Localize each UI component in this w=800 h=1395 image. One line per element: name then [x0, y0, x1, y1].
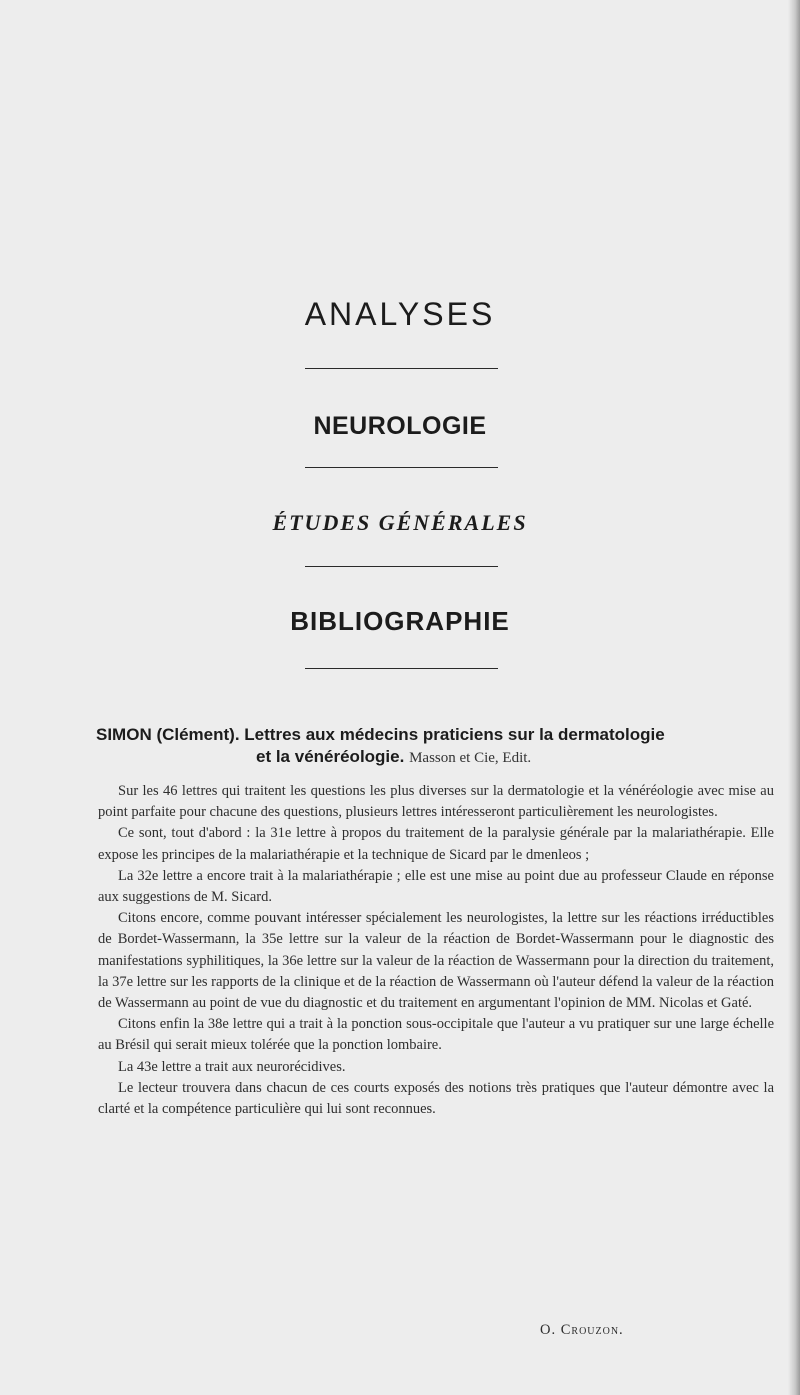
subsection-heading-etudes-generales: ÉTUDES GÉNÉRALES: [272, 510, 528, 535]
review-paragraph: Ce sont, tout d'abord : la 31e lettre à propos du traitement de la paralysie générale par la malariathérapie. Elle expose les principes de la malariathérapie et la technique de Sicard par le dmenleos ;: [98, 825, 774, 863]
review-body: [98, 781, 774, 1120]
review-paragraph: Citons encore, comme pouvant intéresser spécialement les neurologistes, la lettre sur les réactions irréductibles de Bordet-Wassermann, la 35e lettre sur la valeur de la réaction de Bordet-Wassermann pour le diagnostic des manifestations syphilitiques, la 36e lettre sur la valeur de la réaction de Wassermann pour la direction du traitement, la 37e lettre sur les rapports de la clinique et de la réaction de Wassermann où l'auteur défend la valeur de la réaction de Wassermann au point de vue du diagnostic et du traitement en argumentant l'opinion de MM. Nicolas et Gaté.: [98, 910, 774, 1012]
reference-title-continued: et la vénéréologie.: [256, 747, 405, 766]
divider-rule: [305, 467, 498, 468]
reference-publisher: Masson et Cie, Edit.: [409, 750, 532, 766]
page-edge-shadow: [788, 0, 800, 1395]
review-paragraph: Citons enfin la 38e lettre qui a trait à la ponction sous-occipitale que l'auteur a vu pratiquer sur une large échelle au Brésil qui serait mieux tolérée que la ponction lombaire.: [98, 1016, 774, 1054]
review-paragraph: Le lecteur trouvera dans chacun de ces courts exposés des notions très pratiques que l'auteur démontre avec la clarté et la compétence particulière qui lui sont reconnues.: [98, 1079, 774, 1118]
review-paragraph: Sur les 46 lettres qui traitent les questions les plus diverses sur la dermatologie et la vénéréologie avec mise au point parfaite pour chacune des questions, plusieurs lettres intéresseront particulièrement les neurologistes.: [98, 783, 774, 821]
divider-rule: [305, 566, 498, 567]
divider-rule: [305, 668, 498, 669]
review-paragraph: La 32e lettre a encore trait à la malariathérapie ; elle est une mise au point due au professeur Claude en réponse aux suggestions de M. Sicard.: [98, 867, 774, 906]
review-paragraph: La 43e lettre a trait aux neurorécidives.: [118, 1058, 346, 1075]
section-heading-neurologie: NEUROLOGIE: [313, 412, 487, 440]
section-heading-bibliographie: BIBLIOGRAPHIE: [290, 606, 510, 636]
reference-title: Lettres aux médecins praticiens sur la dermatologie: [244, 725, 665, 744]
section-heading-analyses: ANALYSES: [304, 296, 496, 332]
reference-author: SIMON (Clément).: [96, 725, 240, 744]
bibliographic-reference: [96, 724, 796, 769]
review-signature: O. Crouzon.: [540, 1322, 624, 1338]
divider-rule: [305, 368, 498, 369]
